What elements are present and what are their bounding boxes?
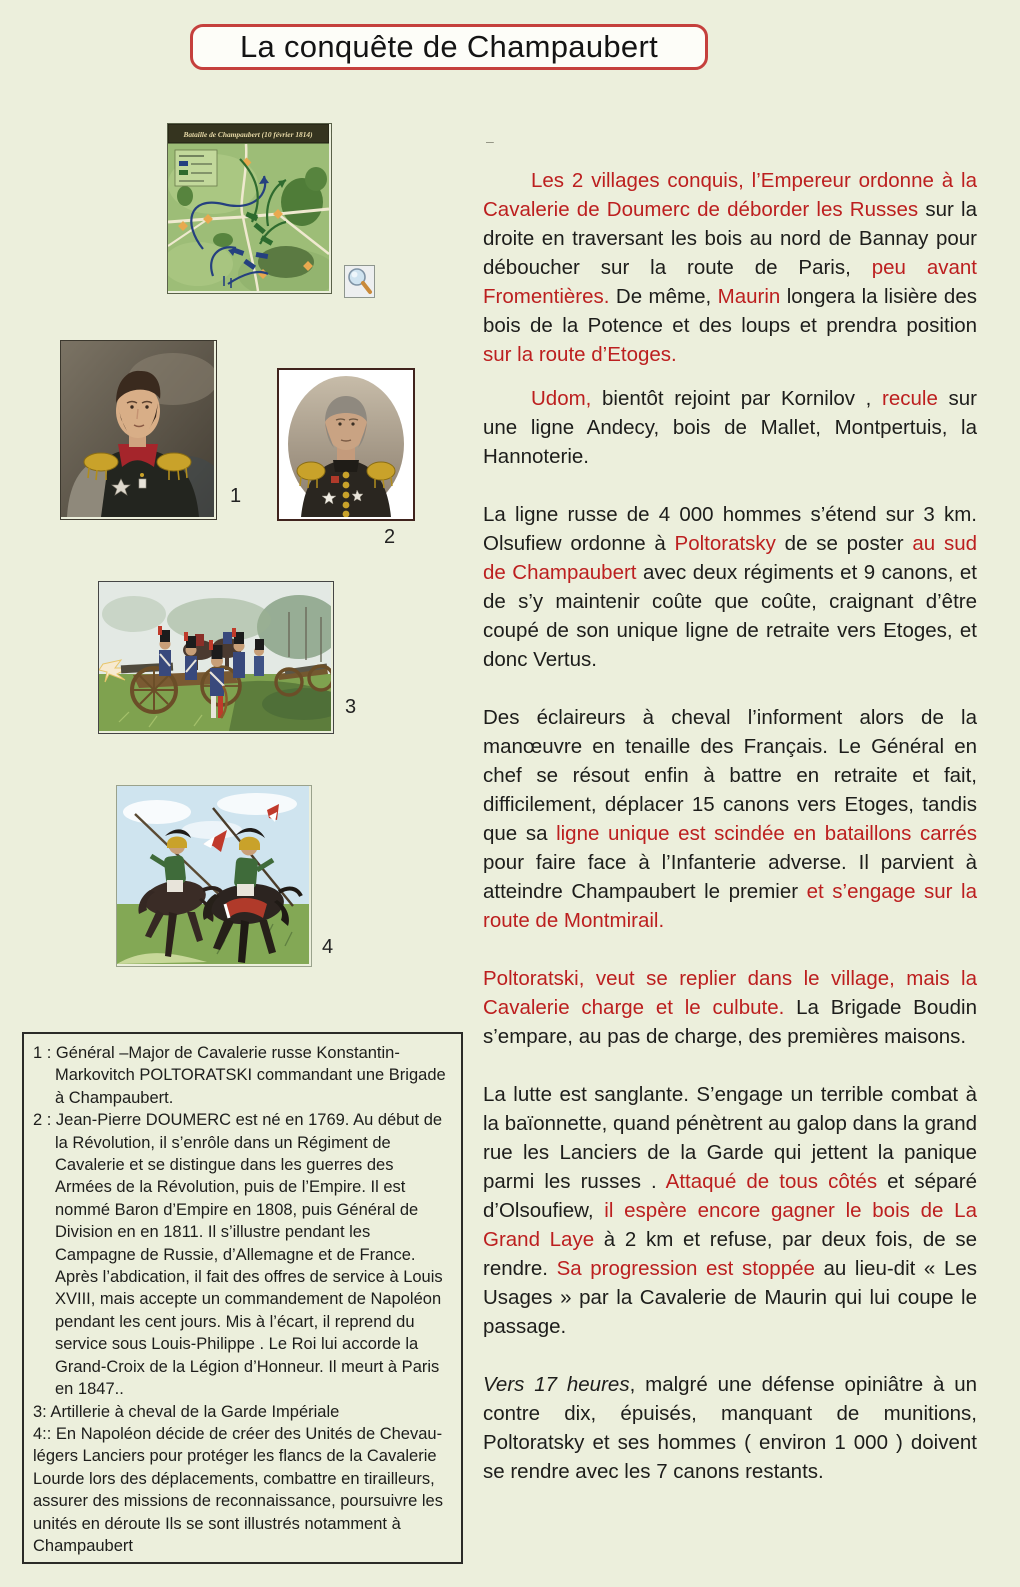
battle-map-art bbox=[168, 124, 329, 291]
paragraph-7 bbox=[483, 1370, 977, 1486]
text-run: de se poster bbox=[775, 532, 913, 555]
footnotes-box bbox=[22, 1032, 463, 1564]
text-run: Poltoratsky bbox=[674, 532, 776, 555]
text-run: peu avant Fromentières. bbox=[483, 256, 977, 308]
footnote-4: 4:: En Napoléon décide de créer des Unités de Chevau-légers Lanciers pour protéger les flancs de la Cavalerie Lourde lors des déplacements, combattre en tirailleurs, assurer des missions de reconnaissance, poursuivre les unités en déroute Ils se sont illustrés notamment à Champaubert bbox=[33, 1424, 443, 1555]
paragraph-3 bbox=[483, 500, 977, 674]
portrait-2-art bbox=[281, 372, 411, 517]
text-run: et séparé d’Olsoufiew, bbox=[483, 1170, 977, 1222]
text-run: ligne unique est scindée en bataillons carrés bbox=[556, 822, 977, 845]
lancers-painting-art bbox=[117, 786, 309, 964]
magnifier-zoom-button[interactable] bbox=[344, 265, 375, 298]
figure-2-label: 2 bbox=[384, 526, 396, 548]
text-run: Udom, bbox=[531, 387, 592, 410]
figure-4-label: 4 bbox=[322, 936, 334, 958]
figure-3-label: 3 bbox=[345, 696, 357, 718]
text-run: pour faire face à l’Infanterie adverse. Il parvient à atteindre Champaubert le premier bbox=[483, 851, 977, 903]
text-run: à 2 km et refuse, par deux fois, de se rendre. bbox=[483, 1228, 977, 1280]
text-run: au lieu-dit « Les Usages » par la Cavalerie de Maurin qui lui coupe le passage. bbox=[483, 1257, 977, 1338]
footnote-1: 1 : Général –Major de Cavalerie russe Konstantin-Markovitch POLTORATSKI commandant une Brigade à Champaubert. bbox=[33, 1044, 446, 1107]
text-run: La ligne russe de 4 000 hommes s’étend sur 3 km. Olsufiew ordonne à bbox=[483, 503, 977, 555]
text-run: De même, bbox=[609, 285, 718, 308]
text-run: il espère encore gagner le bois de La Grand Laye bbox=[483, 1199, 977, 1251]
text-run: au sud de Champaubert bbox=[483, 532, 978, 584]
battle-map-caption: Bataille de Champaubert (10 février 1814) bbox=[183, 130, 313, 139]
footnote-3: 3: Artillerie à cheval de la Garde Impériale bbox=[33, 1402, 340, 1421]
text-run: , malgré une défense opiniâtre à un contre dix, épuisés, manquant de munitions, Poltoratsky et ses hommes ( environ 1 000 ) doivent se rendre avec les 7 canons restants. bbox=[483, 1373, 978, 1483]
battle-map-image bbox=[167, 123, 332, 294]
portrait-1-art bbox=[61, 341, 214, 517]
text-run: bientôt rejoint par Kornilov , bbox=[591, 387, 883, 410]
portrait-2-image bbox=[277, 368, 415, 521]
text-run: Maurin bbox=[717, 285, 781, 308]
figure-1-label: 1 bbox=[230, 485, 242, 507]
artillery-painting-image bbox=[98, 581, 334, 734]
text-run: et s’engage sur la route de Montmirail. bbox=[483, 880, 978, 932]
text-run: sur la droite en traversant les bois au nord de Bannay pour déboucher sur la route de Paris, bbox=[483, 198, 977, 279]
text-run: sur la route d’Etoges. bbox=[483, 343, 677, 366]
text-run: Vers 17 heures bbox=[483, 1373, 630, 1396]
footnote-2: 2 : Jean-Pierre DOUMERC est né en 1769. Au début de la Révolution, il s’enrôle dans un Régiment de Cavalerie et se distingue dans les guerres des Armées de la Révolution, puis de l’Empire. Il est nommé Baron d’Empire en 1808, puis Général de Division en en 1811. Il s’illustre pendant les Campagne de Russie, d’Allemagne et de France. Après l’abdication, il fait des offres de service à Louis XVIII, mais accepte un commandement de Napoléon pendant les cent jours. Mis à l’écart, il reprend du service sous Louis-Philippe . Le Roi lui accorde la Grand-Croix de la Légion d’Honneur. Il meurt à Paris en 1847.. bbox=[33, 1111, 443, 1399]
lancers-painting-image bbox=[116, 785, 312, 967]
paragraph-6 bbox=[483, 1080, 977, 1341]
text-run: Des éclaireurs à cheval l’informent alors de la manœuvre en tenaille des Français. Le Général en chef se résout enfin à battre en retraite et fait, difficilement, déplacer 15 canons vers Etoges, tandis que sa bbox=[483, 706, 977, 845]
paragraph-1 bbox=[483, 166, 977, 369]
text-run: Attaqué de tous côtés bbox=[665, 1170, 878, 1193]
paragraph-5 bbox=[483, 964, 977, 1051]
artillery-painting-art bbox=[99, 582, 331, 731]
magnifier-icon bbox=[345, 266, 374, 297]
text-run: recule bbox=[882, 387, 938, 410]
paragraph-4 bbox=[483, 703, 977, 935]
text-run: La Brigade Boudin s’empare, au pas de charge, des premières maisons. bbox=[483, 996, 977, 1048]
text-run: longera la lisière des bois de la Potence et des loups et prendra position bbox=[483, 285, 977, 337]
text-run: sur une ligne Andecy, bois de Mallet, Montpertuis, la Hannoterie. bbox=[483, 387, 977, 468]
page-title: La conquête de Champaubert bbox=[240, 29, 658, 64]
text-run: Poltoratski, veut se replier dans le village, mais la Cavalerie charge et le culbute. bbox=[483, 967, 977, 1019]
portrait-1-image bbox=[60, 340, 217, 520]
stray-dash-mark: – bbox=[486, 133, 494, 149]
text-run: La lutte est sanglante. S’engage un terrible combat à la baïonnette, quand pénètrent au galop dans la grand rue les Lanciers de la Garde qui jettent la panique parmi les russes . bbox=[483, 1083, 977, 1193]
page-title-box bbox=[190, 24, 708, 70]
paragraph-2 bbox=[483, 384, 977, 471]
article-column bbox=[483, 166, 977, 1515]
text-run: Les 2 villages conquis, l’Empereur ordonne à la Cavalerie de Doumerc de déborder les Russes bbox=[483, 169, 977, 221]
text-run: Sa progression est stoppée bbox=[556, 1257, 815, 1280]
text-run: avec deux régiments et 9 canons, et de s’y maintenir coûte que coûte, craignant d’être coupé de son unique ligne de retraite vers Etoges, et donc Vertus. bbox=[483, 561, 977, 671]
